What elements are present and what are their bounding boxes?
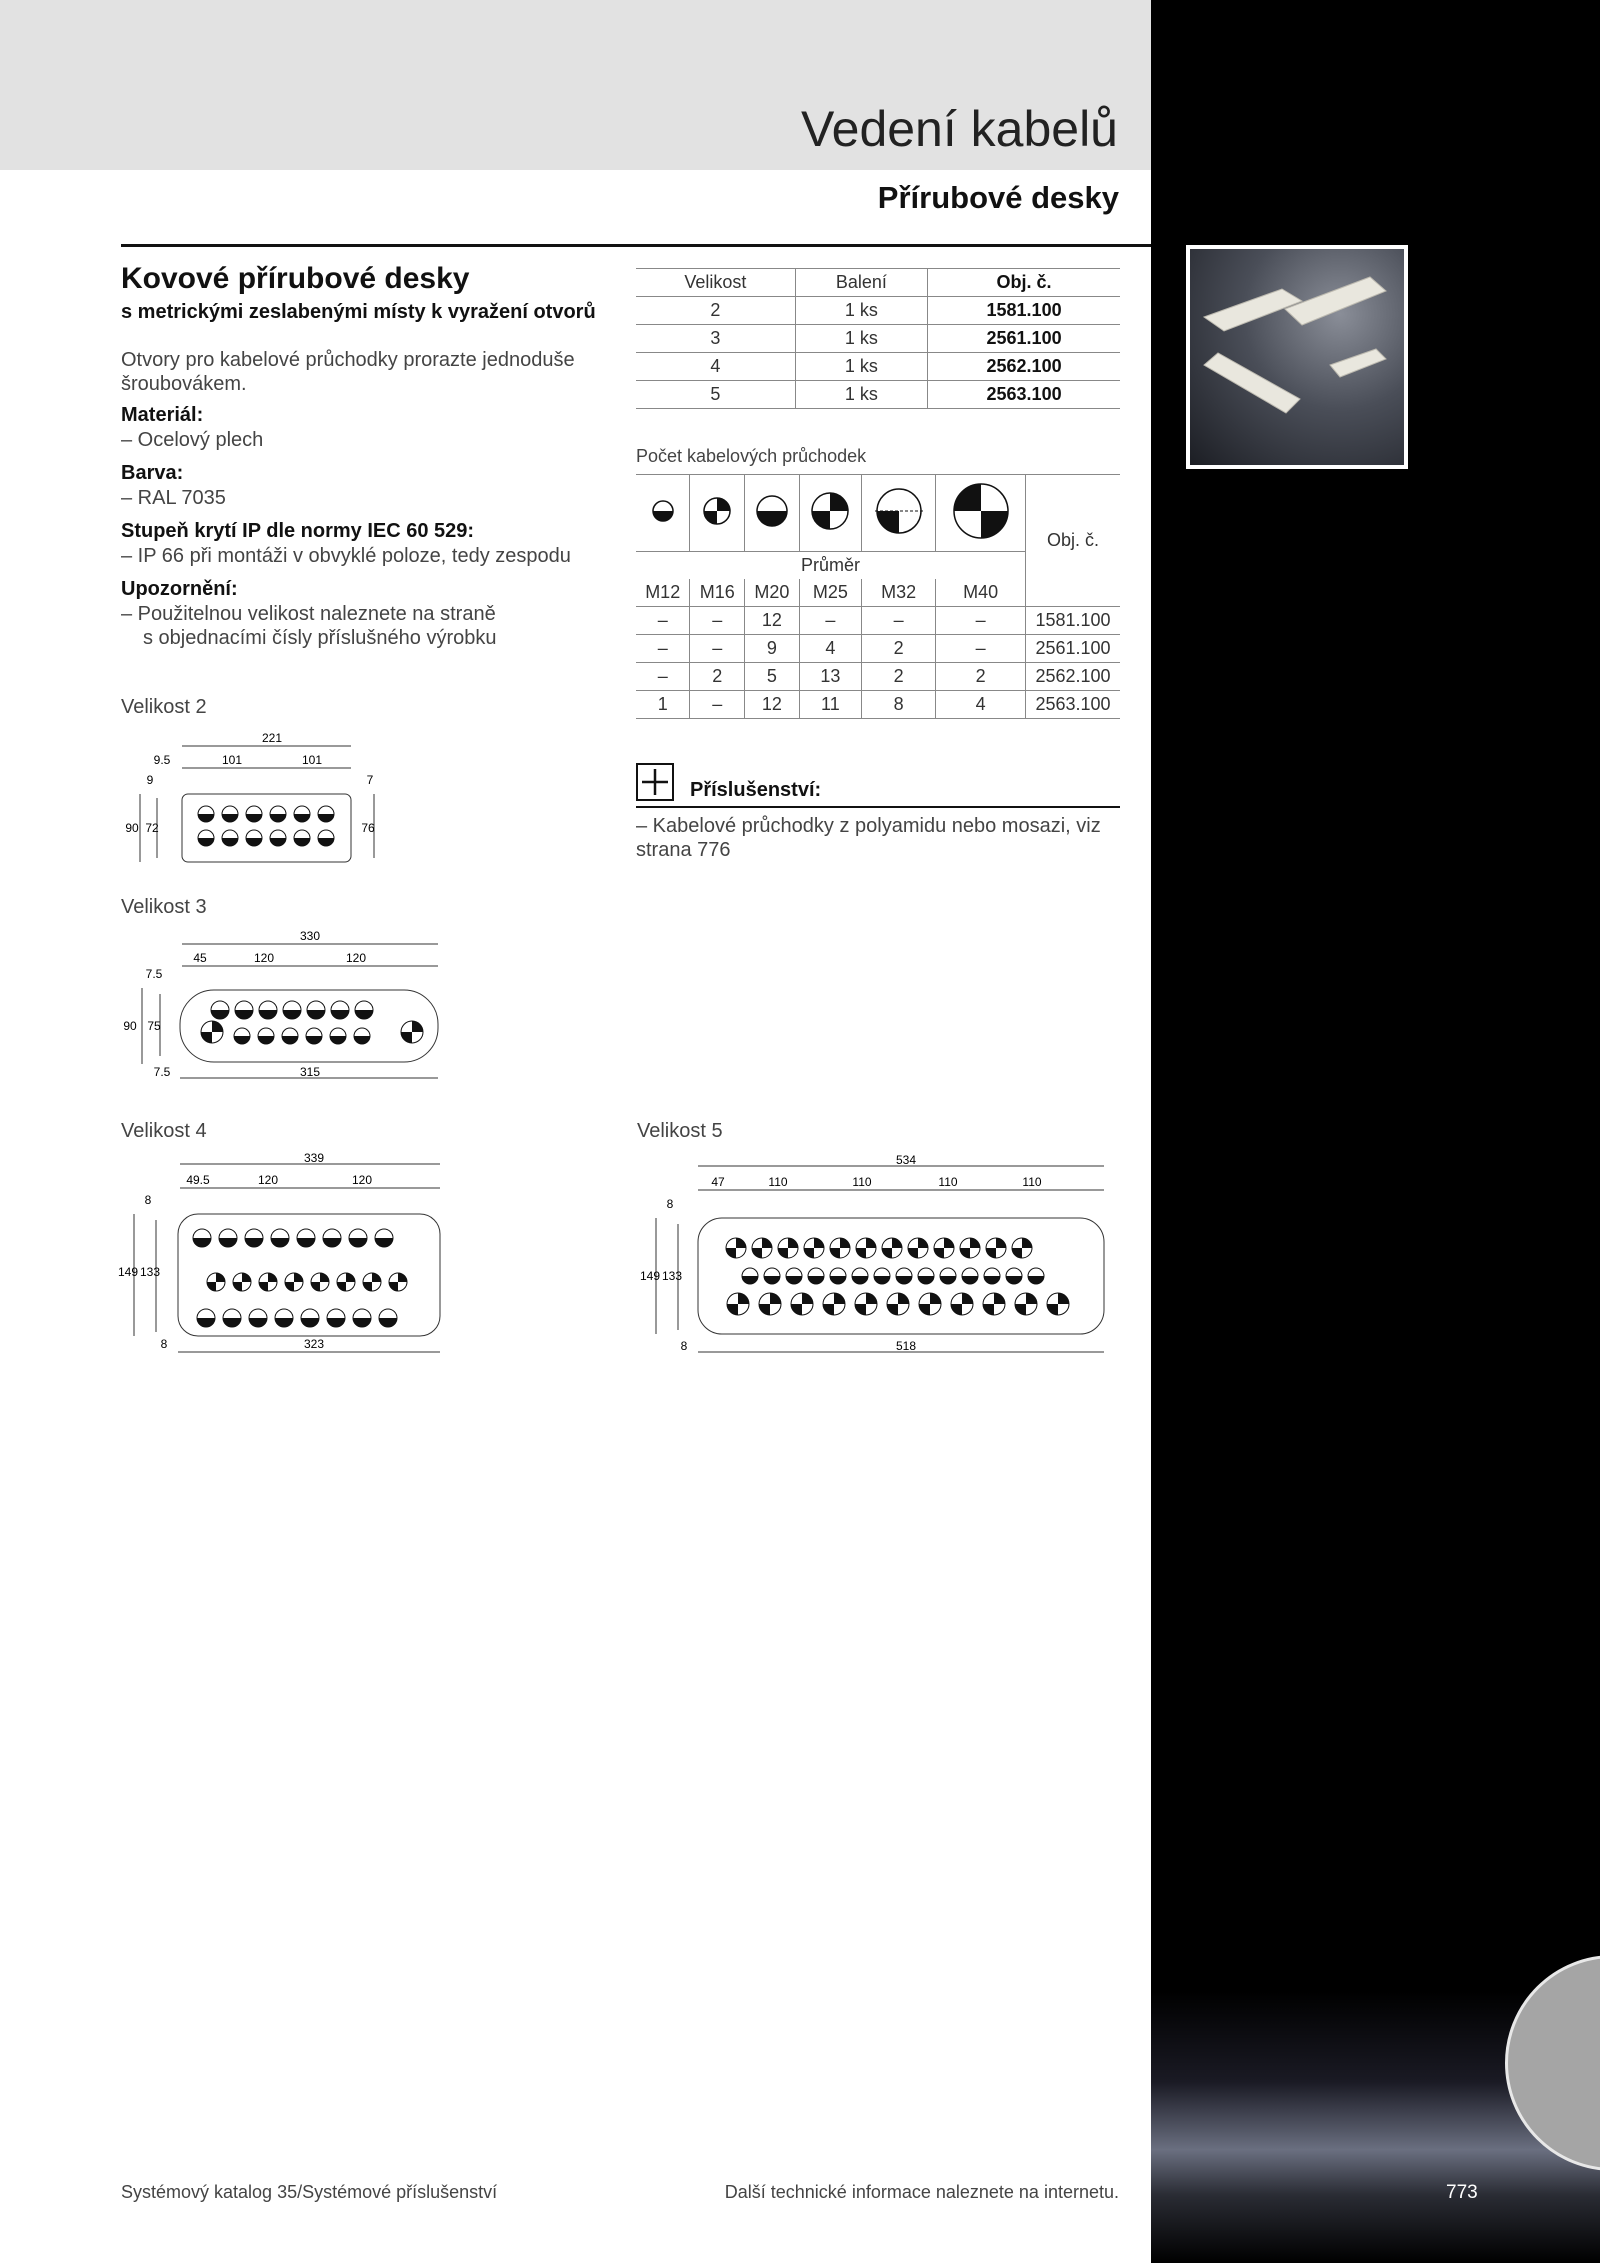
knockout-fill — [222, 838, 238, 846]
table-row — [636, 663, 1120, 691]
color-heading: Barva: — [121, 462, 184, 484]
knockout-fill — [275, 1318, 293, 1327]
knockout-fill — [830, 1276, 846, 1284]
dim-label: 9 — [146, 773, 154, 787]
cell: 2563.100 — [1026, 691, 1121, 719]
cell: – — [799, 607, 861, 635]
dim-label: 133 — [661, 1269, 683, 1283]
knockout-fill — [246, 814, 262, 822]
dim-label: 8 — [144, 1193, 152, 1207]
knockout-fill — [764, 1276, 780, 1284]
footer-left: Systémový katalog 35/Systémové příslušenství — [121, 2182, 498, 2202]
dim-label: 534 — [895, 1153, 917, 1167]
drawing-label-v4: Velikost 4 — [121, 1120, 207, 1142]
cell: 9 — [745, 635, 800, 663]
dim-label: 339 — [303, 1152, 325, 1165]
flange-plates-image — [1190, 249, 1404, 465]
gland-m25-icon — [799, 475, 861, 552]
drawing-v3 — [120, 926, 450, 1086]
gland-m16-icon — [690, 475, 745, 552]
knockout-fill — [219, 1238, 237, 1247]
cell: 2562.100 — [928, 353, 1120, 381]
gland-m12-icon — [636, 475, 690, 552]
dim-label: 76 — [361, 821, 375, 835]
glands-caption: Počet kabelových průchodek — [636, 446, 867, 466]
dim-label: 101 — [301, 753, 323, 767]
knockout-fill — [258, 1036, 274, 1044]
knockout-fill — [306, 1036, 322, 1044]
product-title: Kovové přírubové desky — [121, 262, 470, 295]
knockout-fill — [249, 1318, 267, 1327]
knockout-fill — [354, 1036, 370, 1044]
cell: 5 — [636, 381, 795, 409]
dim-label: 221 — [261, 731, 283, 745]
cell: 12 — [745, 691, 800, 719]
cell: 2 — [861, 635, 935, 663]
knockout-fill — [294, 838, 310, 846]
col-header: Balení — [795, 269, 927, 297]
dim-label: 110 — [1022, 1175, 1042, 1189]
gland-m40-icon — [936, 475, 1026, 552]
material-heading: Materiál: — [121, 404, 204, 426]
knockout-fill — [307, 1010, 325, 1019]
dim-label: 7 — [366, 773, 374, 787]
size-header: M20 — [745, 579, 800, 607]
drawing-label-v5: Velikost 5 — [637, 1120, 723, 1142]
cell: 1 ks — [795, 353, 927, 381]
knockout-fill — [259, 1010, 277, 1019]
table-row — [636, 691, 1120, 719]
knockout-fill — [379, 1318, 397, 1327]
header-rule — [121, 244, 1151, 247]
knockout-fill — [270, 814, 286, 822]
dim-label: 120 — [345, 951, 367, 965]
chapter-title: Vedení kabelů — [801, 101, 1118, 157]
glands-table — [636, 474, 1120, 719]
size-header: M32 — [861, 579, 935, 607]
knockout-fill — [1028, 1276, 1044, 1284]
knockout-fill — [235, 1010, 253, 1019]
cell: 1581.100 — [1026, 607, 1121, 635]
knockout-fill — [197, 1318, 215, 1327]
cell: – — [690, 607, 745, 635]
obj-header: Obj. č. — [1026, 475, 1121, 607]
knockout-fill — [234, 1036, 250, 1044]
dim-label: 110 — [938, 1175, 958, 1189]
knockout-fill — [245, 1238, 263, 1247]
cell: 2562.100 — [1026, 663, 1121, 691]
knockout-fill — [962, 1276, 978, 1284]
drawing-v2 — [120, 728, 390, 864]
knockout-fill — [223, 1318, 241, 1327]
knockout-fill — [330, 1036, 346, 1044]
size-header: M16 — [690, 579, 745, 607]
cell: 5 — [745, 663, 800, 691]
knockout-fill — [297, 1238, 315, 1247]
dim-label: 47 — [711, 1175, 725, 1189]
knockout-fill — [323, 1238, 341, 1247]
col-header: Obj. č. — [928, 269, 1120, 297]
dim-label: 9.5 — [153, 753, 171, 767]
knockout-fill — [301, 1318, 319, 1327]
knockout-fill — [918, 1276, 934, 1284]
table-row — [636, 297, 1120, 325]
col-header: Velikost — [636, 269, 795, 297]
knockout-fill — [283, 1010, 301, 1019]
knockout-fill — [984, 1276, 1000, 1284]
cell: 1581.100 — [928, 297, 1120, 325]
drawing-label-v2: Velikost 2 — [121, 696, 207, 718]
drawing-label-v3: Velikost 3 — [121, 896, 207, 918]
dim-label: 75 — [147, 1019, 161, 1033]
footer-right: Další technické informace naleznete na internetu. — [724, 2182, 1119, 2202]
material-value: – Ocelový plech — [121, 429, 264, 451]
cell: 2561.100 — [928, 325, 1120, 353]
cell: 4 — [636, 353, 795, 381]
knockout-fill — [331, 1010, 349, 1019]
size-header: M25 — [799, 579, 861, 607]
knockout-fill — [318, 814, 334, 822]
ip-value: – IP 66 při montáži v obvyklé poloze, tedy zespodu — [121, 545, 571, 567]
product-subtitle: s metrickými zeslabenými místy k vyražení otvorů — [121, 301, 596, 323]
knockout-fill — [852, 1276, 868, 1284]
gland-m32-icon — [861, 475, 935, 552]
knockout-fill — [896, 1276, 912, 1284]
cell: – — [861, 607, 935, 635]
dim-label: 8 — [160, 1337, 168, 1351]
note-heading: Upozornění: — [121, 578, 238, 600]
table-row — [636, 353, 1120, 381]
ip-heading: Stupeň krytí IP dle normy IEC 60 529: — [121, 520, 475, 542]
accessories-rule — [636, 806, 1120, 808]
knockout-fill — [222, 814, 238, 822]
knockout-fill — [198, 814, 214, 822]
table-row — [636, 635, 1120, 663]
cell: 2 — [690, 663, 745, 691]
plus-icon — [636, 763, 674, 801]
cell: – — [636, 607, 690, 635]
knockout-fill — [808, 1276, 824, 1284]
dim-label: 90 — [123, 1019, 137, 1033]
knockout-fill — [353, 1318, 371, 1327]
dim-label: 90 — [125, 821, 139, 835]
knockout-fill — [318, 838, 334, 846]
cell: 4 — [799, 635, 861, 663]
cell: 2 — [936, 663, 1026, 691]
cell: – — [636, 663, 690, 691]
cell: 13 — [799, 663, 861, 691]
product-description: Otvory pro kabelové průchodky prorazte jednoduše šroubovákem. — [121, 349, 575, 395]
dim-label: 72 — [145, 821, 159, 835]
product-photo — [1186, 245, 1408, 469]
note-value-cont: s objednacími čísly příslušného výrobku — [143, 627, 497, 649]
dim-label: 323 — [303, 1337, 325, 1351]
size-header: M40 — [936, 579, 1026, 607]
cell: – — [936, 635, 1026, 663]
knockout-fill — [1006, 1276, 1022, 1284]
size-header: M12 — [636, 579, 690, 607]
knockout-fill — [193, 1238, 211, 1247]
section-title: Přírubové desky — [877, 180, 1119, 215]
cell: 2 — [861, 663, 935, 691]
drawing-v4 — [116, 1152, 456, 1358]
cell: 1 ks — [795, 325, 927, 353]
dim-label: 133 — [139, 1265, 161, 1279]
cell: 1 ks — [795, 381, 927, 409]
cell: 1 ks — [795, 297, 927, 325]
knockout-fill — [282, 1036, 298, 1044]
knockout-fill — [270, 838, 286, 846]
cell: – — [690, 691, 745, 719]
knockout-fill — [327, 1318, 345, 1327]
cell: 3 — [636, 325, 795, 353]
table-row — [636, 381, 1120, 409]
dim-label: 149 — [117, 1265, 139, 1279]
knockout-fill — [294, 814, 310, 822]
dim-label: 330 — [299, 929, 321, 943]
knockout-fill — [355, 1010, 373, 1019]
knockout-fill — [198, 838, 214, 846]
cell: – — [936, 607, 1026, 635]
accessories-text: – Kabelové průchodky z polyamidu nebo mosazi, viz strana 776 — [636, 815, 1101, 861]
knockout-fill — [211, 1010, 229, 1019]
dim-label: 8 — [666, 1197, 674, 1211]
knockout-fill — [246, 838, 262, 846]
dim-label: 7.5 — [145, 967, 163, 981]
knockout-fill — [742, 1276, 758, 1284]
dim-label: 120 — [351, 1173, 373, 1187]
cell: 1 — [636, 691, 690, 719]
knockout-fill — [874, 1276, 890, 1284]
cell: 4 — [936, 691, 1026, 719]
dim-label: 8 — [680, 1339, 688, 1353]
dim-label: 518 — [895, 1339, 917, 1353]
dim-label: 101 — [221, 753, 243, 767]
dim-label: 110 — [768, 1175, 788, 1189]
knockout-fill — [786, 1276, 802, 1284]
dim-label: 120 — [257, 1173, 279, 1187]
dim-label: 120 — [253, 951, 275, 965]
knockout-fill — [349, 1238, 367, 1247]
cell: – — [690, 635, 745, 663]
cell: 2 — [636, 297, 795, 325]
note-value: – Použitelnou velikost naleznete na straně — [121, 603, 496, 625]
cell: – — [636, 635, 690, 663]
page-number: 773 — [1446, 2182, 1478, 2203]
dim-label: 315 — [299, 1065, 321, 1079]
gland-m20-icon — [745, 475, 800, 552]
cell: 11 — [799, 691, 861, 719]
order-table — [636, 268, 1120, 409]
cell: 8 — [861, 691, 935, 719]
dim-label: 110 — [852, 1175, 872, 1189]
drawing-v5 — [638, 1152, 1108, 1362]
dim-label: 45 — [193, 951, 207, 965]
dim-label: 49.5 — [186, 1173, 210, 1187]
table-row — [636, 325, 1120, 353]
cell: 2563.100 — [928, 381, 1120, 409]
color-value: – RAL 7035 — [121, 487, 226, 509]
accessories-title: Příslušenství: — [690, 779, 822, 801]
cell: 2561.100 — [1026, 635, 1121, 663]
cell: 12 — [745, 607, 800, 635]
knockout-fill — [940, 1276, 956, 1284]
table-row — [636, 607, 1120, 635]
knockout-fill — [271, 1238, 289, 1247]
dim-label: 7.5 — [153, 1065, 171, 1079]
dim-label: 149 — [639, 1269, 661, 1283]
diameter-header: Průměr — [636, 552, 1026, 580]
knockout-fill — [375, 1238, 393, 1247]
